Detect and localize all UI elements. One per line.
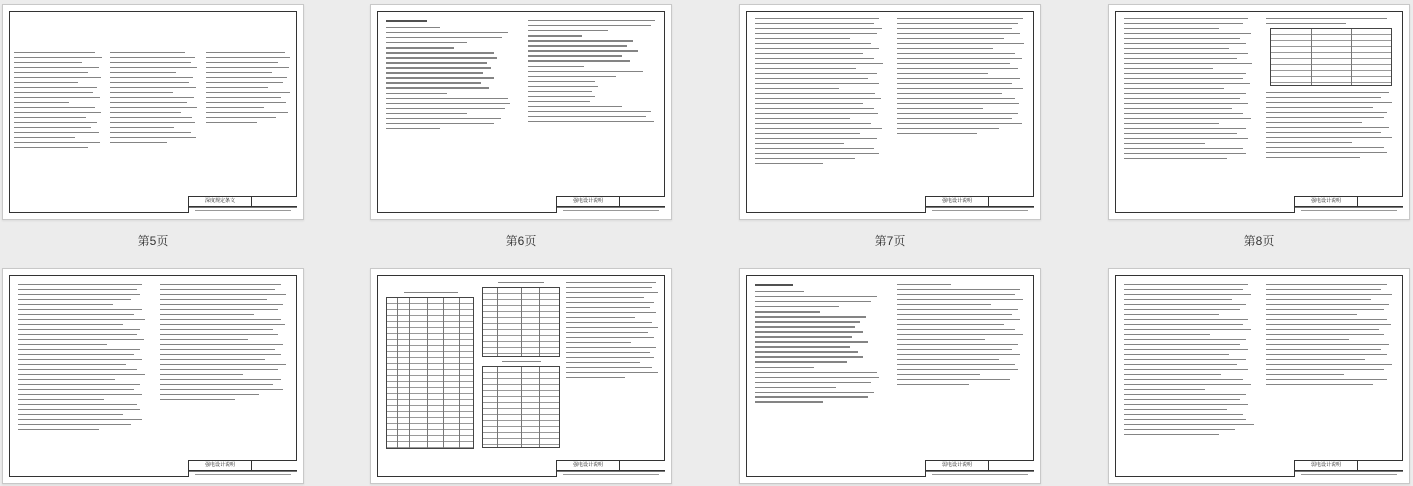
title-block-title: 强电设计说明: [1295, 197, 1358, 207]
page-thumbnail-7[interactable]: [739, 4, 1041, 220]
page-cell-8: [1108, 4, 1410, 254]
title-block-title: 强电设计说明: [557, 461, 620, 471]
title-block: [556, 460, 665, 477]
page-cell-10: [370, 268, 672, 486]
drawing-frame: [746, 11, 1034, 213]
title-block: [1294, 196, 1403, 213]
page-cell-11: [739, 268, 1041, 486]
drawing-frame: [9, 11, 297, 213]
title-block: [188, 460, 297, 477]
title-block-title: 强电设计说明: [926, 197, 989, 207]
title-block-title: 强电设计说明: [557, 197, 620, 207]
load-table-middle-bottom: [482, 366, 560, 448]
drawing-frame: [377, 11, 665, 213]
drawing-frame: [377, 275, 665, 477]
drawing-frame: [1115, 275, 1403, 477]
title-block-title: 弱电设计说明: [926, 461, 989, 471]
page-cell-6: [370, 4, 672, 254]
page-caption: 第5页: [137, 234, 169, 248]
page-thumbnail-12[interactable]: [1108, 268, 1410, 484]
drawing-frame: [9, 275, 297, 477]
page-caption: 第7页: [874, 234, 906, 248]
page-cell-12: [1108, 268, 1410, 486]
page-cell-7: [739, 4, 1041, 254]
title-block: [188, 196, 297, 213]
title-block-title: 弱电设计说明: [1295, 461, 1358, 471]
page-cell-5: [2, 4, 304, 254]
title-block: [556, 196, 665, 213]
schedule-table: [1270, 28, 1392, 86]
load-table-middle-top: [482, 287, 560, 357]
drawing-frame: [746, 275, 1034, 477]
title-block: [1294, 460, 1403, 477]
page-thumbnail-11[interactable]: [739, 268, 1041, 484]
title-block-title: 强电设计说明: [189, 461, 252, 471]
title-block: [925, 460, 1034, 477]
page-thumbnail-10[interactable]: [370, 268, 672, 484]
page-thumbnail-6[interactable]: [370, 4, 672, 220]
page-caption: 第6页: [505, 234, 537, 248]
page-thumbnail-8[interactable]: [1108, 4, 1410, 220]
load-table-left: [386, 297, 474, 449]
page-cell-9: [2, 268, 304, 486]
title-block-title: 深度规定条文: [189, 197, 252, 207]
drawing-frame: [1115, 11, 1403, 213]
page-thumbnail-5[interactable]: [2, 4, 304, 220]
page-caption: 第8页: [1243, 234, 1275, 248]
title-block: [925, 196, 1034, 213]
page-thumbnail-9[interactable]: [2, 268, 304, 484]
